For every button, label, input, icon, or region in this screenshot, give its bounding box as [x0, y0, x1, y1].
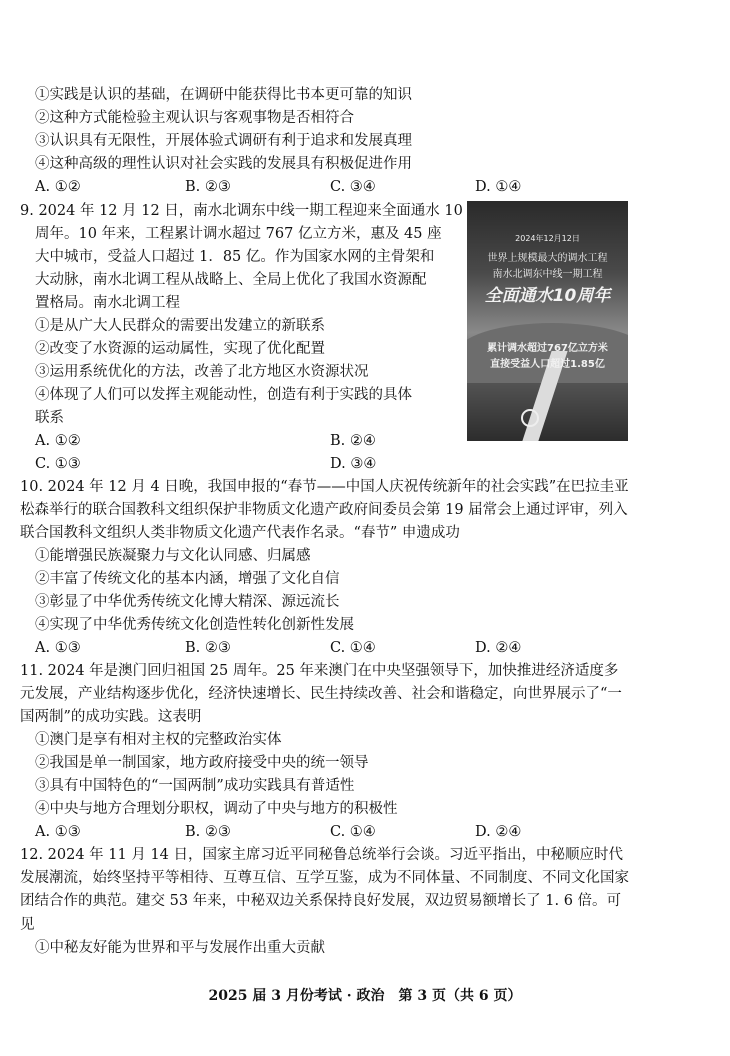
photo-headline: 全面通水10周年 — [484, 286, 611, 306]
q8-option-d: D. ①④ — [475, 179, 522, 195]
q11-option-d: D. ②④ — [475, 824, 522, 840]
q8-item-1: ①实践是认识的基础，在调研中能获得比书本更可靠的知识 — [35, 87, 412, 103]
south-north-water-diversion-photo — [467, 201, 628, 441]
q9-item-1: ①是从广大人民群众的需要出发建立的新联系 — [35, 318, 325, 334]
q9-item-2: ②改变了水资源的运动属性，实现了优化配置 — [35, 341, 325, 357]
q8-item-4: ④这种高级的理性认识对社会实践的发展具有积极促进作用 — [35, 156, 412, 172]
page-footer: 2025 届 3 月份考试 · 政治 第 3 页（共 6 页） — [208, 988, 522, 1004]
photo-caption-line-1: 世界上规模最大的调水工程 — [487, 253, 608, 264]
q11-item-2: ②我国是单一制国家，地方政府接受中央的统一领导 — [35, 755, 369, 771]
q10-stem: 10. 2024 年 12 月 4 日晚，我国申报的“春节——中国人庆祝传统新年的社会实践”在巴拉圭亚松森举行的联合国教科文组织保护非物质文化遗产政府间委员会第 19 届常会上通过评审，列入联合国教科文组织人类非物质文化遗产代表作名录。“春节” 申遗成功 — [20, 479, 629, 542]
q10-option-c: C. ①④ — [330, 640, 376, 656]
q11-option-a: A. ①③ — [35, 824, 81, 840]
q9-options-row-2 — [35, 453, 455, 475]
q11-options — [35, 821, 635, 843]
q9-stem-line-2: 周年。10 年来，工程累计调水超过 767 亿立方米，惠及 45 座 — [35, 226, 442, 242]
q9-option-d: D. ③④ — [330, 456, 377, 472]
q9-option-c: C. ①③ — [35, 456, 81, 472]
q12-stem: 12. 2024 年 11 月 14 日，国家主席习近平同秘鲁总统举行会谈。习近平指出，中秘顺应时代发展潮流，始终坚持平等相待、互尊互信、互学互鉴，成为不同体量、不同制度、不同文化国家团结合作的典范。建交 53 年来，中秘双边关系保持良好发展，双边贸易额增长了 1. 6 倍。可见 — [20, 847, 629, 933]
q9-option-a: A. ①② — [35, 433, 81, 449]
q10-item-4: ④实现了中华优秀传统文化创造性转化创新性发展 — [35, 617, 354, 633]
q8-options — [35, 176, 635, 198]
q10-item-2: ②丰富了传统文化的基本内涵，增强了文化自信 — [35, 571, 340, 587]
q11-item-1: ①澳门是享有相对主权的完整政治实体 — [35, 732, 282, 748]
photo-date: 2024年12月12日 — [515, 234, 580, 243]
q8-item-3: ③认识具有无限性，开展体验式调研有利于追求和发展真理 — [35, 133, 412, 149]
photo-stat-2: 直接受益人口超过1.85亿 — [490, 359, 605, 370]
q9-item-4-line-1: ④体现了人们可以发挥主观能动性，创造有利于实践的具体 — [35, 387, 412, 403]
q8-option-c: C. ③④ — [330, 179, 376, 195]
q9-stem-line-4: 大动脉，南水北调工程从战略上、全局上优化了我国水资源配 — [35, 272, 427, 288]
photo-caption-line-2: 南水北调东中线一期工程 — [492, 269, 603, 280]
q11-item-4: ④中央与地方合理划分职权，调动了中央与地方的积极性 — [35, 801, 398, 817]
q11-option-b: B. ②③ — [185, 824, 231, 840]
q9-option-b: B. ②④ — [330, 433, 376, 449]
q9-item-4-line-2: 联系 — [35, 410, 64, 426]
q10-item-3: ③彰显了中华优秀传统文化博大精深、源远流长 — [35, 594, 340, 610]
q10-options — [35, 637, 635, 659]
q12-item-1: ①中秘友好能为世界和平与发展作出重大贡献 — [35, 940, 325, 956]
q11-item-3: ③具有中国特色的“一国两制”成功实践具有普适性 — [35, 778, 355, 794]
q10-item-1: ①能增强民族凝聚力与文化认同感、归属感 — [35, 548, 311, 564]
q8-item-2: ②这种方式能检验主观认识与客观事物是否相符合 — [35, 110, 354, 126]
photo-stat-1: 累计调水超过767亿立方米 — [487, 343, 608, 354]
q8-option-a: A. ①② — [35, 179, 81, 195]
q9-stem-line-5: 置格局。南水北调工程 — [35, 295, 180, 311]
q10-option-a: A. ①③ — [35, 640, 81, 656]
q9-stem-line-1: 9. 2024 年 12 月 12 日，南水北调东中线一期工程迎来全面通水 10 — [20, 203, 463, 219]
q11-stem: 11. 2024 年是澳门回归祖国 25 周年。25 年来澳门在中央坚强领导下，加快推进经济适度多元发展，产业结构逐步优化，经济快速增长、民生持续改善、社会和谐稳定，向世界展示了“一国两制”的成功实践。这表明 — [20, 663, 622, 726]
q9-options-row-1 — [35, 430, 455, 452]
q10-option-d: D. ②④ — [475, 640, 522, 656]
q9-stem-line-3: 大中城市，受益人口超过 1．85 亿。作为国家水网的主骨架和 — [35, 249, 435, 265]
q8-option-b: B. ②③ — [185, 179, 231, 195]
photo-logo-icon — [521, 409, 539, 427]
q9-item-3: ③运用系统优化的方法，改善了北方地区水资源状况 — [35, 364, 369, 380]
q10-option-b: B. ②③ — [185, 640, 231, 656]
q11-option-c: C. ①④ — [330, 824, 376, 840]
